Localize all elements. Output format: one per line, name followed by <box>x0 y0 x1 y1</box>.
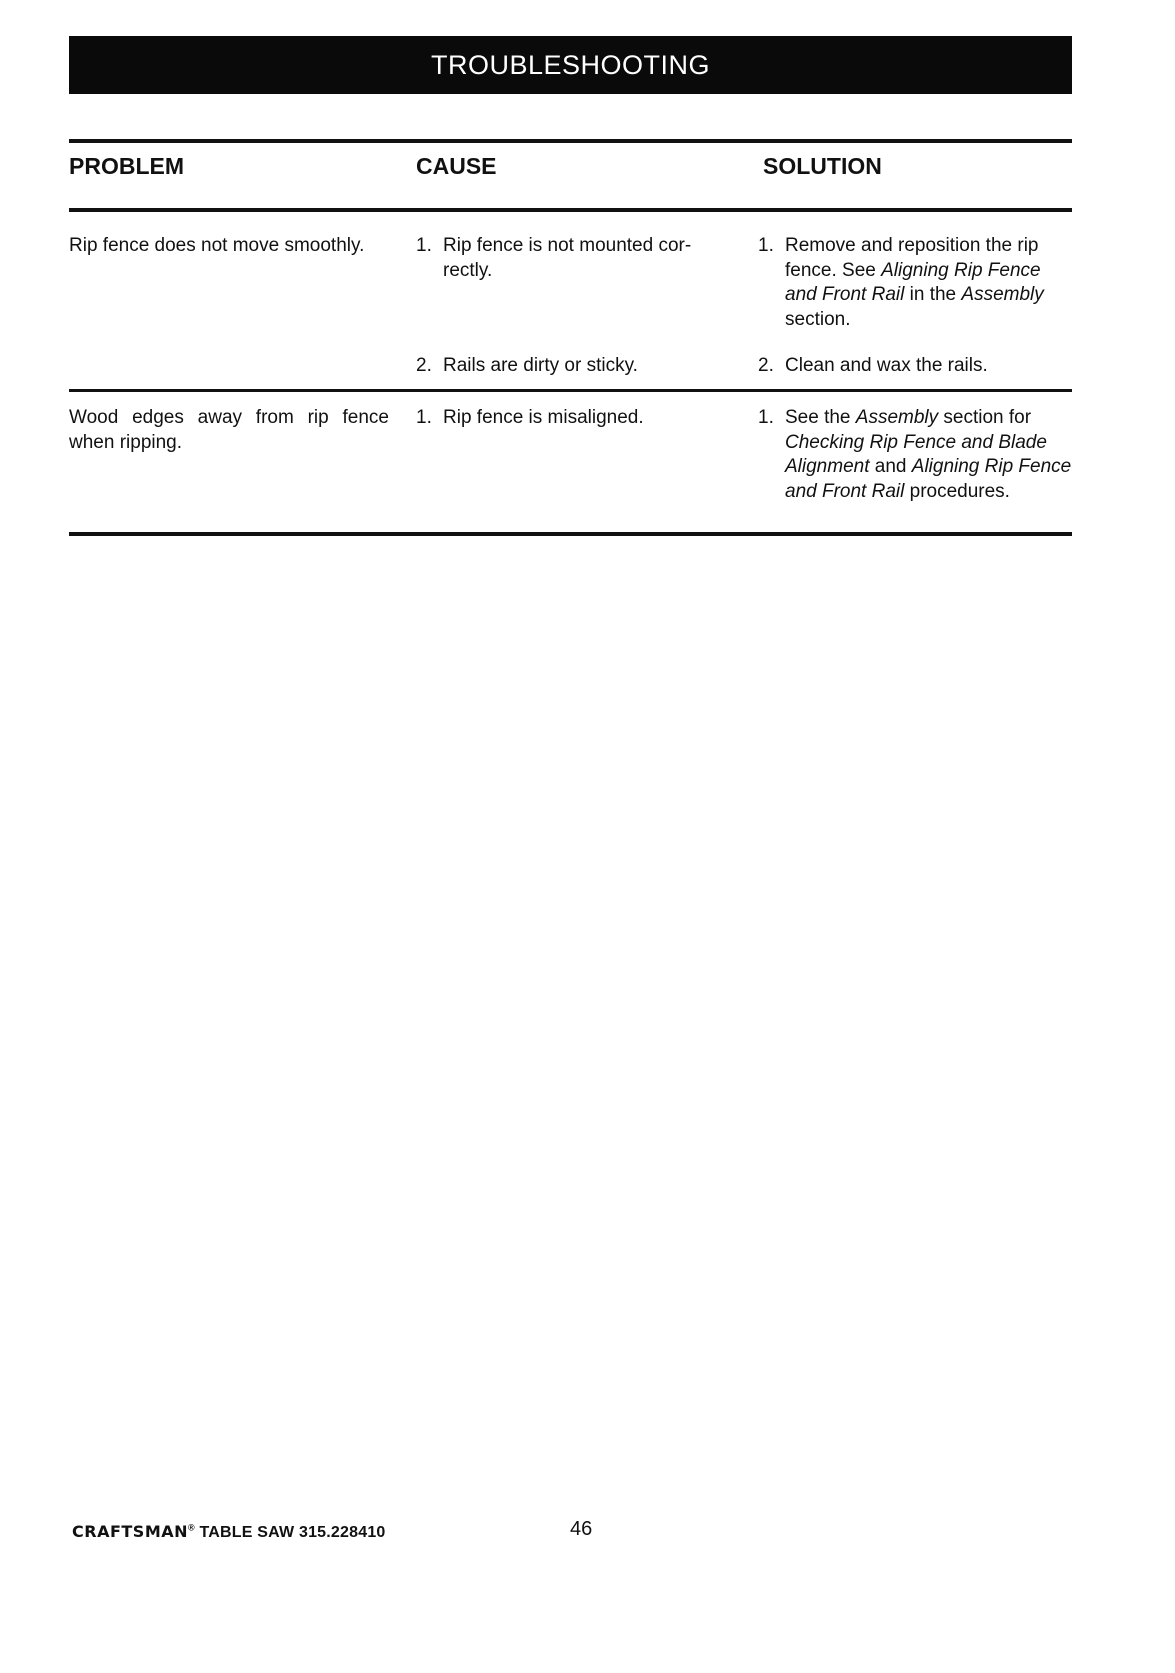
column-header-cause: CAUSE <box>416 153 497 179</box>
list-number: 2. <box>416 355 432 376</box>
column-header-solution: SOLUTION <box>763 153 882 179</box>
page-number: 46 <box>570 1518 593 1540</box>
list-number: 1. <box>416 235 432 256</box>
solution-text: Remove and reposition the rip fence. See Aligning Rip Fence and Front Rail in the Assembly section. <box>785 235 1044 330</box>
list-number: 1. <box>416 407 432 428</box>
table-bottom-rule <box>69 532 1072 536</box>
footer-product: CRAFTSMAN® TABLE SAW 315.228410 <box>72 1522 386 1541</box>
model-number: TABLE SAW 315.228410 <box>194 1524 386 1541</box>
row-divider <box>69 389 1072 392</box>
header-bottom-rule <box>69 208 1072 212</box>
cause-text: Rip fence is misaligned. <box>443 407 644 428</box>
solution-text: See the Assembly section for Checking Rip Fence and Blade Alignment and Aligning Rip Fence and Front Rail procedures. <box>785 407 1072 502</box>
cause-text: Rip fence is not mounted cor- rectly. <box>443 235 692 281</box>
list-number: 1. <box>758 235 774 256</box>
list-number: 2. <box>758 355 774 376</box>
list-number: 1. <box>758 407 774 428</box>
header-top-rule <box>69 139 1072 143</box>
solution-text: Clean and wax the rails. <box>785 355 988 376</box>
cause-text: Rails are dirty or sticky. <box>443 355 638 376</box>
section-banner <box>69 36 1072 94</box>
row1-problem: Rip fence does not move smoothly. <box>69 235 365 256</box>
page-title: TROUBLESHOOTING <box>430 50 711 80</box>
problem-text: Wood edges away from rip fence when ripping. <box>69 407 389 453</box>
column-header-problem: PROBLEM <box>69 153 184 179</box>
brand-logo: CRAFTSMAN <box>72 1522 189 1541</box>
